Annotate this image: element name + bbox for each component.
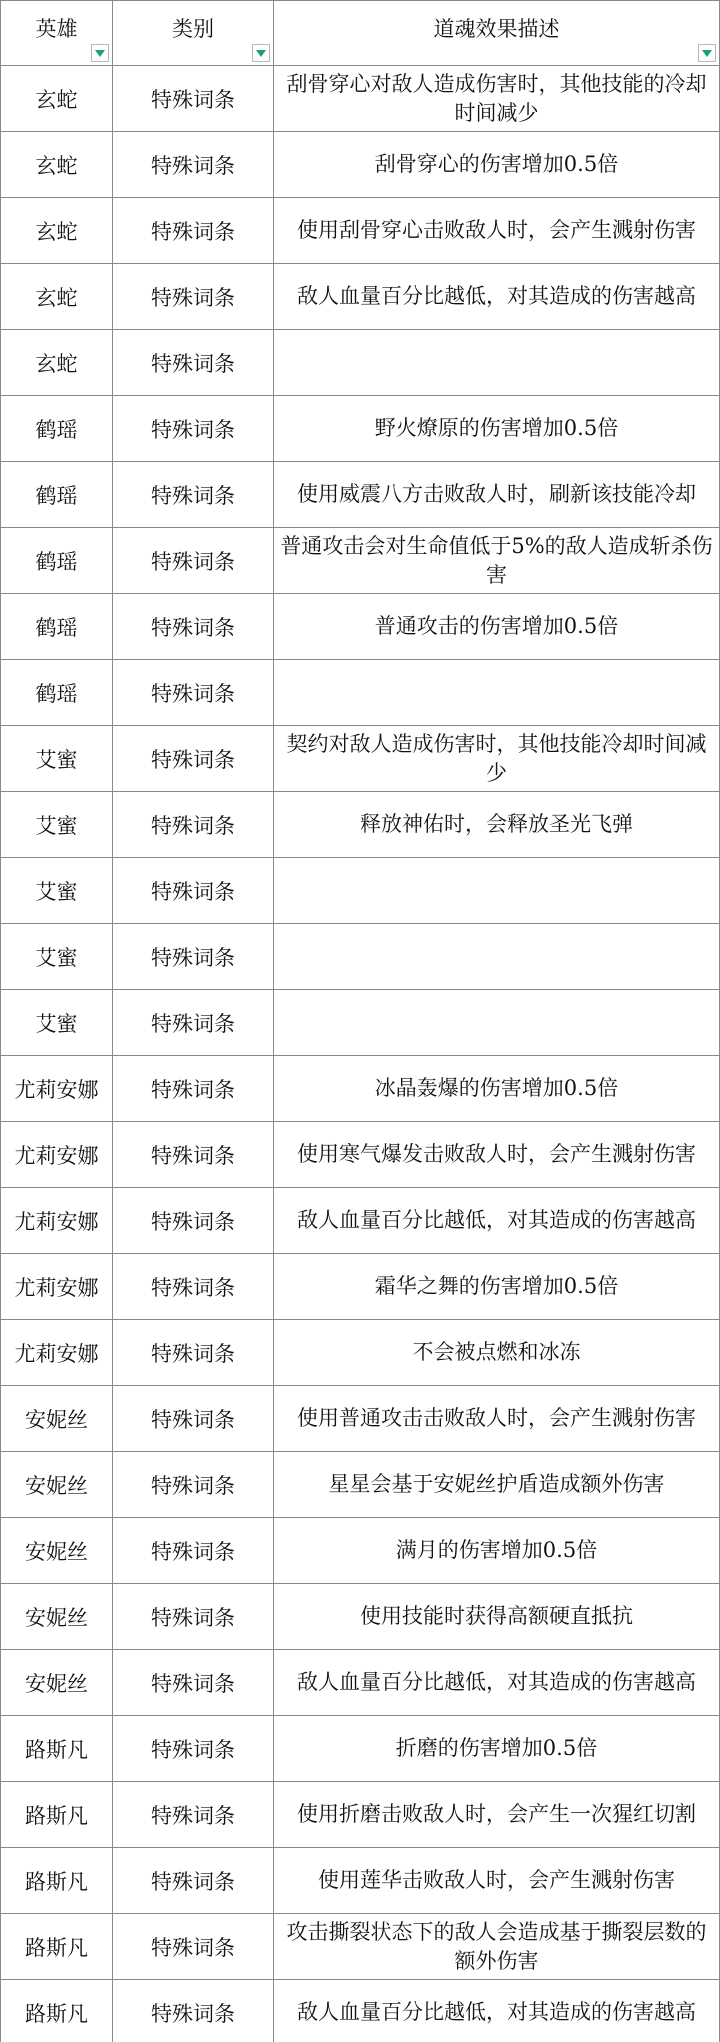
table-row — [0, 1320, 720, 1386]
effect-cell-text: 野火燎原的伤害增加0.5倍 — [374, 416, 619, 440]
effect-cell-text: 不会被点燃和冰冻 — [412, 1340, 581, 1364]
category-cell-text: 特殊词条 — [151, 285, 235, 310]
effect-cell[interactable] — [274, 1386, 720, 1452]
effect-cell[interactable] — [274, 330, 720, 396]
table-row — [0, 1782, 720, 1848]
hero-cell[interactable] — [0, 462, 113, 528]
category-cell[interactable] — [113, 726, 274, 792]
category-cell-text: 特殊词条 — [151, 747, 235, 772]
category-cell-text: 特殊词条 — [151, 1143, 235, 1168]
category-cell-text: 特殊词条 — [151, 1473, 235, 1498]
hero-cell-text: 鹤瑶 — [35, 549, 78, 574]
category-cell-text: 特殊词条 — [151, 1671, 235, 1696]
header-category-label: 类别 — [172, 17, 214, 41]
category-cell[interactable] — [113, 594, 274, 660]
category-cell-text: 特殊词条 — [151, 945, 235, 970]
effect-cell[interactable] — [274, 1980, 720, 2042]
category-cell-text: 特殊词条 — [151, 1737, 235, 1762]
hero-cell[interactable] — [0, 1188, 113, 1254]
effect-cell-text: 使用刮骨穿心击败敌人时，会产生溅射伤害 — [297, 218, 696, 242]
effect-cell-text: 契约对敌人造成伤害时，其他技能冷却时间减少 — [286, 731, 707, 785]
hero-cell[interactable] — [0, 1584, 113, 1650]
effect-cell[interactable] — [274, 990, 720, 1056]
hero-cell[interactable] — [0, 924, 113, 990]
hero-cell[interactable] — [0, 330, 113, 396]
effect-cell[interactable] — [274, 66, 720, 132]
hero-cell[interactable] — [0, 726, 113, 792]
effect-cell-text: 敌人血量百分比越低，对其造成的伤害越高 — [297, 1208, 696, 1232]
effect-cell[interactable] — [274, 462, 720, 528]
hero-cell-text: 尤莉安娜 — [14, 1275, 99, 1300]
effect-cell-text: 刮骨穿心的伤害增加0.5倍 — [374, 152, 619, 176]
effect-cell-text: 使用威震八方击败敌人时，刷新该技能冷却 — [297, 482, 696, 506]
table-row — [0, 594, 720, 660]
effect-cell-text: 敌人血量百分比越低，对其造成的伤害越高 — [297, 284, 696, 308]
category-cell[interactable] — [113, 792, 274, 858]
table-row — [0, 1980, 720, 2042]
category-cell[interactable] — [113, 1584, 274, 1650]
category-cell-text: 特殊词条 — [151, 1077, 235, 1102]
category-cell-text: 特殊词条 — [151, 351, 235, 376]
effect-cell[interactable] — [274, 1650, 720, 1716]
table-row — [0, 1584, 720, 1650]
category-cell-text: 特殊词条 — [151, 417, 235, 442]
hero-cell[interactable] — [0, 1056, 113, 1122]
table-row — [0, 1848, 720, 1914]
hero-cell-text: 鹤瑶 — [35, 615, 78, 640]
effect-cell[interactable] — [274, 1716, 720, 1782]
hero-cell[interactable] — [0, 1848, 113, 1914]
category-cell-text: 特殊词条 — [151, 87, 235, 112]
hero-cell[interactable] — [0, 1122, 113, 1188]
category-cell[interactable] — [113, 1848, 274, 1914]
category-cell[interactable] — [113, 1980, 274, 2042]
effect-cell[interactable] — [274, 594, 720, 660]
effect-cell[interactable] — [274, 660, 720, 726]
table-row — [0, 528, 720, 594]
effect-cell-text: 敌人血量百分比越低，对其造成的伤害越高 — [297, 2000, 696, 2024]
table-row — [0, 1518, 720, 1584]
category-cell[interactable] — [113, 1320, 274, 1386]
table-row — [0, 1254, 720, 1320]
effect-cell-text: 满月的伤害增加0.5倍 — [395, 1538, 598, 1562]
effect-cell-text: 使用折磨击败敌人时，会产生一次猩红切割 — [297, 1802, 696, 1826]
hero-cell-text: 路斯凡 — [25, 1737, 88, 1762]
hero-cell-text: 尤莉安娜 — [14, 1077, 99, 1102]
header-effect-label: 道魂效果描述 — [433, 17, 560, 41]
table-row — [0, 858, 720, 924]
effect-cell[interactable] — [274, 1122, 720, 1188]
effect-cell[interactable] — [274, 1452, 720, 1518]
category-cell-text: 特殊词条 — [151, 549, 235, 574]
hero-cell[interactable] — [0, 1254, 113, 1320]
hero-cell[interactable] — [0, 66, 113, 132]
category-cell-text: 特殊词条 — [151, 483, 235, 508]
category-cell[interactable] — [113, 198, 274, 264]
table-row — [0, 1188, 720, 1254]
hero-cell-text: 玄蛇 — [35, 87, 78, 112]
effect-cell[interactable] — [274, 1782, 720, 1848]
category-cell[interactable] — [113, 462, 274, 528]
effect-cell-text: 星星会基于安妮丝护盾造成额外伤害 — [328, 1472, 665, 1496]
hero-cell[interactable] — [0, 1320, 113, 1386]
hero-cell[interactable] — [0, 528, 113, 594]
category-cell[interactable] — [113, 330, 274, 396]
effect-cell[interactable] — [274, 858, 720, 924]
hero-cell-text: 安妮丝 — [25, 1605, 88, 1630]
table-row — [0, 1452, 720, 1518]
category-cell-text: 特殊词条 — [151, 681, 235, 706]
hero-cell-text: 艾蜜 — [35, 747, 78, 772]
effect-cell[interactable] — [274, 1254, 720, 1320]
hero-cell-text: 艾蜜 — [35, 1011, 78, 1036]
hero-cell-text: 玄蛇 — [35, 153, 78, 178]
hero-cell[interactable] — [0, 1518, 113, 1584]
filter-dropdown-icon — [256, 50, 266, 57]
effect-cell[interactable] — [274, 1518, 720, 1584]
table-row — [0, 330, 720, 396]
hero-cell[interactable] — [0, 1650, 113, 1716]
category-cell[interactable] — [113, 1782, 274, 1848]
table-row — [0, 660, 720, 726]
category-cell[interactable] — [113, 528, 274, 594]
category-cell-text: 特殊词条 — [151, 879, 235, 904]
hero-cell-text: 路斯凡 — [25, 1803, 88, 1828]
effect-cell-text: 普通攻击会对生命值低于5%的敌人造成斩杀伤害 — [280, 533, 713, 587]
category-cell-text: 特殊词条 — [151, 1803, 235, 1828]
category-cell-text: 特殊词条 — [151, 1869, 235, 1894]
hero-cell-text: 艾蜜 — [35, 945, 78, 970]
hero-cell[interactable] — [0, 1980, 113, 2042]
category-cell[interactable] — [113, 1122, 274, 1188]
hero-cell-text: 鹤瑶 — [35, 681, 78, 706]
hero-cell-text: 鹤瑶 — [35, 483, 78, 508]
effect-cell-text: 霜华之舞的伤害增加0.5倍 — [374, 1274, 619, 1298]
category-cell[interactable] — [113, 660, 274, 726]
table-row — [0, 726, 720, 792]
category-cell-text: 特殊词条 — [151, 153, 235, 178]
effect-cell[interactable] — [274, 264, 720, 330]
category-cell[interactable] — [113, 1188, 274, 1254]
filter-dropdown-icon — [702, 50, 712, 57]
filter-dropdown-button-hero[interactable] — [91, 44, 109, 62]
effect-cell[interactable] — [274, 198, 720, 264]
hero-cell-text: 玄蛇 — [35, 219, 78, 244]
category-cell-text: 特殊词条 — [151, 615, 235, 640]
table-row — [0, 1122, 720, 1188]
table-row — [0, 132, 720, 198]
category-cell-text: 特殊词条 — [151, 1209, 235, 1234]
category-cell[interactable] — [113, 1716, 274, 1782]
effect-cell[interactable] — [274, 132, 720, 198]
effect-cell-text: 使用莲华击败敌人时，会产生溅射伤害 — [318, 1868, 675, 1892]
effect-cell[interactable] — [274, 726, 720, 792]
hero-cell-text: 尤莉安娜 — [14, 1341, 99, 1366]
hero-cell-text: 艾蜜 — [35, 813, 78, 838]
table-row — [0, 792, 720, 858]
table-row — [0, 924, 720, 990]
effect-cell[interactable] — [274, 1584, 720, 1650]
category-cell-text: 特殊词条 — [151, 1275, 235, 1300]
hero-cell-text: 艾蜜 — [35, 879, 78, 904]
category-cell-text: 特殊词条 — [151, 813, 235, 838]
header-row — [0, 0, 720, 66]
hero-cell[interactable] — [0, 1914, 113, 1980]
hero-cell[interactable] — [0, 594, 113, 660]
category-cell-text: 特殊词条 — [151, 1935, 235, 1960]
category-cell[interactable] — [113, 1914, 274, 1980]
filter-dropdown-button-category[interactable] — [252, 44, 270, 62]
effect-cell-text: 刮骨穿心对敌人造成伤害时，其他技能的冷却时间减少 — [286, 71, 707, 125]
effect-cell[interactable] — [274, 396, 720, 462]
hero-cell-text: 安妮丝 — [25, 1671, 88, 1696]
category-cell[interactable] — [113, 396, 274, 462]
hero-cell-text: 路斯凡 — [25, 1935, 88, 1960]
effect-cell-text: 使用技能时获得高额硬直抵抗 — [360, 1604, 633, 1628]
effect-cell[interactable] — [274, 528, 720, 594]
category-cell-text: 特殊词条 — [151, 1407, 235, 1432]
effect-cell-text: 普通攻击的伤害增加0.5倍 — [374, 614, 619, 638]
table-row — [0, 66, 720, 132]
effect-cell[interactable] — [274, 1320, 720, 1386]
hero-cell-text: 玄蛇 — [35, 351, 78, 376]
hero-cell-text: 尤莉安娜 — [14, 1209, 99, 1234]
category-cell[interactable] — [113, 1056, 274, 1122]
effect-cell[interactable] — [274, 1914, 720, 1980]
header-hero-label: 英雄 — [35, 17, 78, 41]
hero-cell[interactable] — [0, 858, 113, 924]
category-cell[interactable] — [113, 1518, 274, 1584]
filter-dropdown-icon — [95, 50, 105, 57]
table-row — [0, 396, 720, 462]
category-cell[interactable] — [113, 66, 274, 132]
hero-cell-text: 尤莉安娜 — [14, 1143, 99, 1168]
category-cell-text: 特殊词条 — [151, 1539, 235, 1564]
effect-cell-text: 释放神佑时，会释放圣光飞弹 — [360, 812, 633, 836]
effect-cell[interactable] — [274, 1188, 720, 1254]
effect-cell-text: 敌人血量百分比越低，对其造成的伤害越高 — [297, 1670, 696, 1694]
effect-cell-text: 攻击撕裂状态下的敌人会造成基于撕裂层数的额外伤害 — [286, 1919, 707, 1973]
hero-cell[interactable] — [0, 198, 113, 264]
effect-cell[interactable] — [274, 1056, 720, 1122]
hero-cell[interactable] — [0, 1782, 113, 1848]
category-cell[interactable] — [113, 924, 274, 990]
table-row — [0, 990, 720, 1056]
category-cell-text: 特殊词条 — [151, 219, 235, 244]
category-cell[interactable] — [113, 1254, 274, 1320]
hero-cell[interactable] — [0, 990, 113, 1056]
hero-cell-text: 安妮丝 — [25, 1473, 88, 1498]
hero-cell[interactable] — [0, 1386, 113, 1452]
category-cell-text: 特殊词条 — [151, 1341, 235, 1366]
table-row — [0, 1914, 720, 1980]
header-cell-category — [113, 0, 274, 66]
table-row — [0, 462, 720, 528]
table-row — [0, 1716, 720, 1782]
category-cell-text: 特殊词条 — [151, 2001, 235, 2026]
hero-cell-text: 玄蛇 — [35, 285, 78, 310]
table-row — [0, 198, 720, 264]
hero-cell-text: 路斯凡 — [25, 1869, 88, 1894]
hero-cell[interactable] — [0, 660, 113, 726]
table-row — [0, 1650, 720, 1716]
filter-dropdown-button-effect[interactable] — [698, 44, 716, 62]
hero-cell-text: 路斯凡 — [25, 2001, 88, 2026]
category-cell[interactable] — [113, 990, 274, 1056]
effect-cell-text: 冰晶轰爆的伤害增加0.5倍 — [374, 1076, 619, 1100]
category-cell[interactable] — [113, 858, 274, 924]
category-cell[interactable] — [113, 132, 274, 198]
hero-cell[interactable] — [0, 1452, 113, 1518]
category-cell[interactable] — [113, 264, 274, 330]
effect-cell-text: 使用普通攻击击败敌人时，会产生溅射伤害 — [297, 1406, 696, 1430]
hero-cell-text: 鹤瑶 — [35, 417, 78, 442]
effect-cell-text: 折磨的伤害增加0.5倍 — [395, 1736, 598, 1760]
effect-cell-text: 使用寒气爆发击败敌人时，会产生溅射伤害 — [297, 1142, 696, 1166]
hero-cell[interactable] — [0, 264, 113, 330]
table-row — [0, 1386, 720, 1452]
hero-cell[interactable] — [0, 1716, 113, 1782]
hero-cell-text: 安妮丝 — [25, 1407, 88, 1432]
effect-cell[interactable] — [274, 924, 720, 990]
effect-cell[interactable] — [274, 1848, 720, 1914]
hero-cell[interactable] — [0, 396, 113, 462]
header-cell-hero — [0, 0, 113, 66]
hero-cell[interactable] — [0, 792, 113, 858]
table-row — [0, 1056, 720, 1122]
category-cell[interactable] — [113, 1650, 274, 1716]
category-cell[interactable] — [113, 1386, 274, 1452]
hero-cell-text: 安妮丝 — [25, 1539, 88, 1564]
category-cell[interactable] — [113, 1452, 274, 1518]
header-cell-effect — [274, 0, 720, 66]
category-cell-text: 特殊词条 — [151, 1011, 235, 1036]
effect-cell[interactable] — [274, 792, 720, 858]
category-cell-text: 特殊词条 — [151, 1605, 235, 1630]
table-row — [0, 264, 720, 330]
hero-cell[interactable] — [0, 132, 113, 198]
